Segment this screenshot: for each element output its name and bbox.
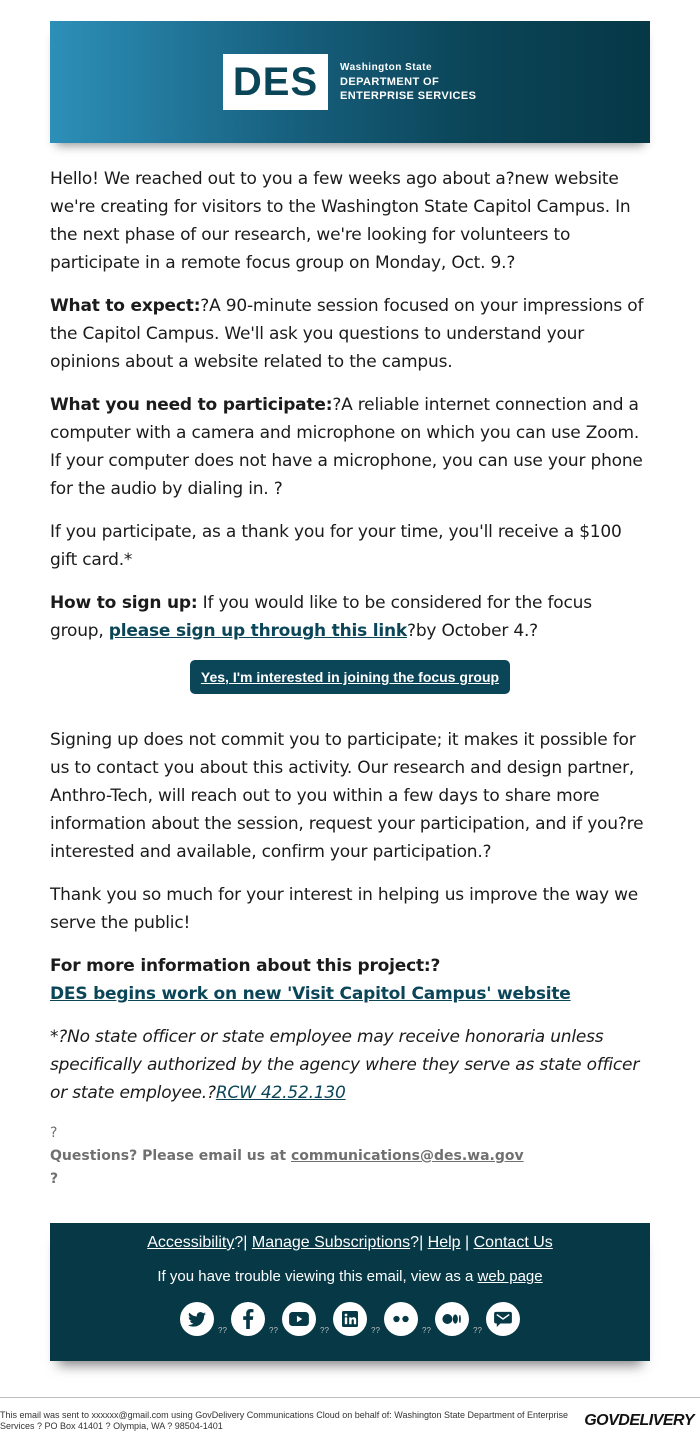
web-page-link[interactable]: web page bbox=[477, 1268, 543, 1285]
signup-paragraph bbox=[50, 589, 650, 645]
expect-label: What to expect: bbox=[50, 296, 201, 316]
govdelivery-wordmark: GOVDELIVERY bbox=[584, 1412, 694, 1429]
commit-paragraph: Signing up does not commit you to participate; it makes it possible for us to contact you about this activity. Our research and design partner, Anthro-Tech, will reach out to you within a few days to share more information about the session, request your participation, and if you?re interested and available, confirm your participation.? bbox=[50, 730, 644, 862]
more-info-paragraph bbox=[50, 952, 650, 1008]
accessibility-link[interactable]: Accessibility bbox=[147, 1234, 235, 1251]
need-paragraph bbox=[50, 391, 650, 503]
signup-text: If you would like to be considered for the focus group, bbox=[50, 593, 592, 641]
social-icons bbox=[50, 1302, 650, 1336]
help-link[interactable]: Help bbox=[427, 1234, 461, 1251]
message-content bbox=[50, 143, 650, 1191]
more-info-label: For more information about this project:? bbox=[50, 956, 441, 976]
footer-links bbox=[50, 1223, 650, 1254]
signup-link[interactable]: please sign up through this link bbox=[108, 621, 408, 641]
questions-spacer-mark: ? bbox=[50, 1171, 59, 1187]
org-name bbox=[340, 61, 476, 103]
manage-subscriptions-link[interactable]: Manage Subscriptions bbox=[251, 1234, 411, 1251]
twitter-icon[interactable] bbox=[180, 1302, 214, 1336]
rcw-link[interactable]: RCW 42.52.130 bbox=[215, 1083, 346, 1103]
signup-deadline: ?by October 4.? bbox=[407, 621, 538, 641]
logo-text: DES bbox=[232, 59, 319, 104]
email-icon[interactable] bbox=[486, 1302, 520, 1336]
flickr-icon[interactable] bbox=[384, 1302, 418, 1336]
thanks-paragraph: Thank you so much for your interest in helping us improve the way we serve the public! bbox=[50, 885, 639, 933]
intro-paragraph: Hello! We reached out to you a few weeks ago about a?new website we're creating for visitors to the Washington State Capitol Campus. In the next phase of our research, we're looking for volunteers to participate in a remote focus group on Monday, Oct. 9.? bbox=[50, 169, 631, 273]
social-gap: ?? bbox=[269, 1326, 278, 1335]
bottom-divider bbox=[0, 1397, 700, 1398]
linkedin-icon[interactable] bbox=[333, 1302, 367, 1336]
contact-us-link[interactable]: Contact Us bbox=[473, 1234, 553, 1251]
des-logo bbox=[223, 54, 328, 110]
social-gap: ?? bbox=[218, 1326, 227, 1335]
signup-label: How to sign up: bbox=[50, 593, 198, 613]
header-banner bbox=[50, 21, 650, 143]
medium-icon[interactable] bbox=[435, 1302, 469, 1336]
questions-line bbox=[50, 1145, 650, 1168]
footer-separator: ?| bbox=[234, 1234, 252, 1251]
questions-spacer-bottom bbox=[50, 1168, 650, 1191]
social-gap: ?? bbox=[371, 1326, 380, 1335]
footer-separator: ?| bbox=[410, 1234, 428, 1251]
org-line-1: Washington State bbox=[340, 62, 433, 73]
questions-spacer-top: ? bbox=[50, 1125, 58, 1141]
footer-separator: | bbox=[460, 1234, 474, 1251]
govdelivery-logo bbox=[584, 1412, 694, 1430]
org-line-2: DEPARTMENT OF bbox=[340, 76, 440, 88]
cta-row bbox=[50, 660, 650, 694]
org-line-3: ENTERPRISE SERVICES bbox=[340, 90, 477, 102]
project-article-link[interactable]: DES begins work on new 'Visit Capitol Campus' website bbox=[50, 984, 571, 1004]
disclaimer-text: *?No state officer or state employee may receive honoraria unless specifically authorized by the agency where they serve as state officer or state employee.? bbox=[50, 1027, 640, 1103]
join-focus-group-button[interactable]: Yes, I'm interested in joining the focus group bbox=[190, 660, 510, 694]
need-label: What you need to participate: bbox=[50, 395, 333, 415]
social-gap: ?? bbox=[320, 1326, 329, 1335]
footer bbox=[50, 1223, 650, 1361]
sender-notice: This email was sent to xxxxxx@gmail.com using GovDelivery Communications Cloud on behalf of: Washington State Department of Enterprise Services ? PO Box 41401 ? Olympia, WA ? 98504-1401 bbox=[0, 1410, 569, 1431]
expect-text: ?A 90-minute session focused on your impressions of the Capitol Campus. We'll ask you questions to understand your opinions about a website related to the campus. bbox=[50, 296, 644, 372]
contact-email-link[interactable]: communications@des.wa.gov bbox=[291, 1148, 524, 1164]
social-gap: ?? bbox=[422, 1326, 431, 1335]
youtube-icon[interactable] bbox=[282, 1302, 316, 1336]
email-body bbox=[50, 21, 650, 1191]
expect-paragraph bbox=[50, 292, 650, 376]
view-online-text: If you have trouble viewing this email, view as a bbox=[157, 1268, 478, 1285]
gift-paragraph: If you participate, as a thank you for your time, you'll receive a $100 gift card.* bbox=[50, 522, 622, 570]
view-online-note bbox=[50, 1267, 650, 1287]
need-text: ?A reliable internet connection and a computer with a camera and microphone on which you can use Zoom. If your computer does not have a microphone, you can use your phone for the audio by dialing in. ? bbox=[50, 395, 643, 499]
questions-text: Questions? Please email us at bbox=[50, 1148, 291, 1164]
facebook-icon[interactable] bbox=[231, 1302, 265, 1336]
disclaimer-paragraph bbox=[50, 1023, 650, 1107]
social-gap: ?? bbox=[473, 1326, 482, 1335]
